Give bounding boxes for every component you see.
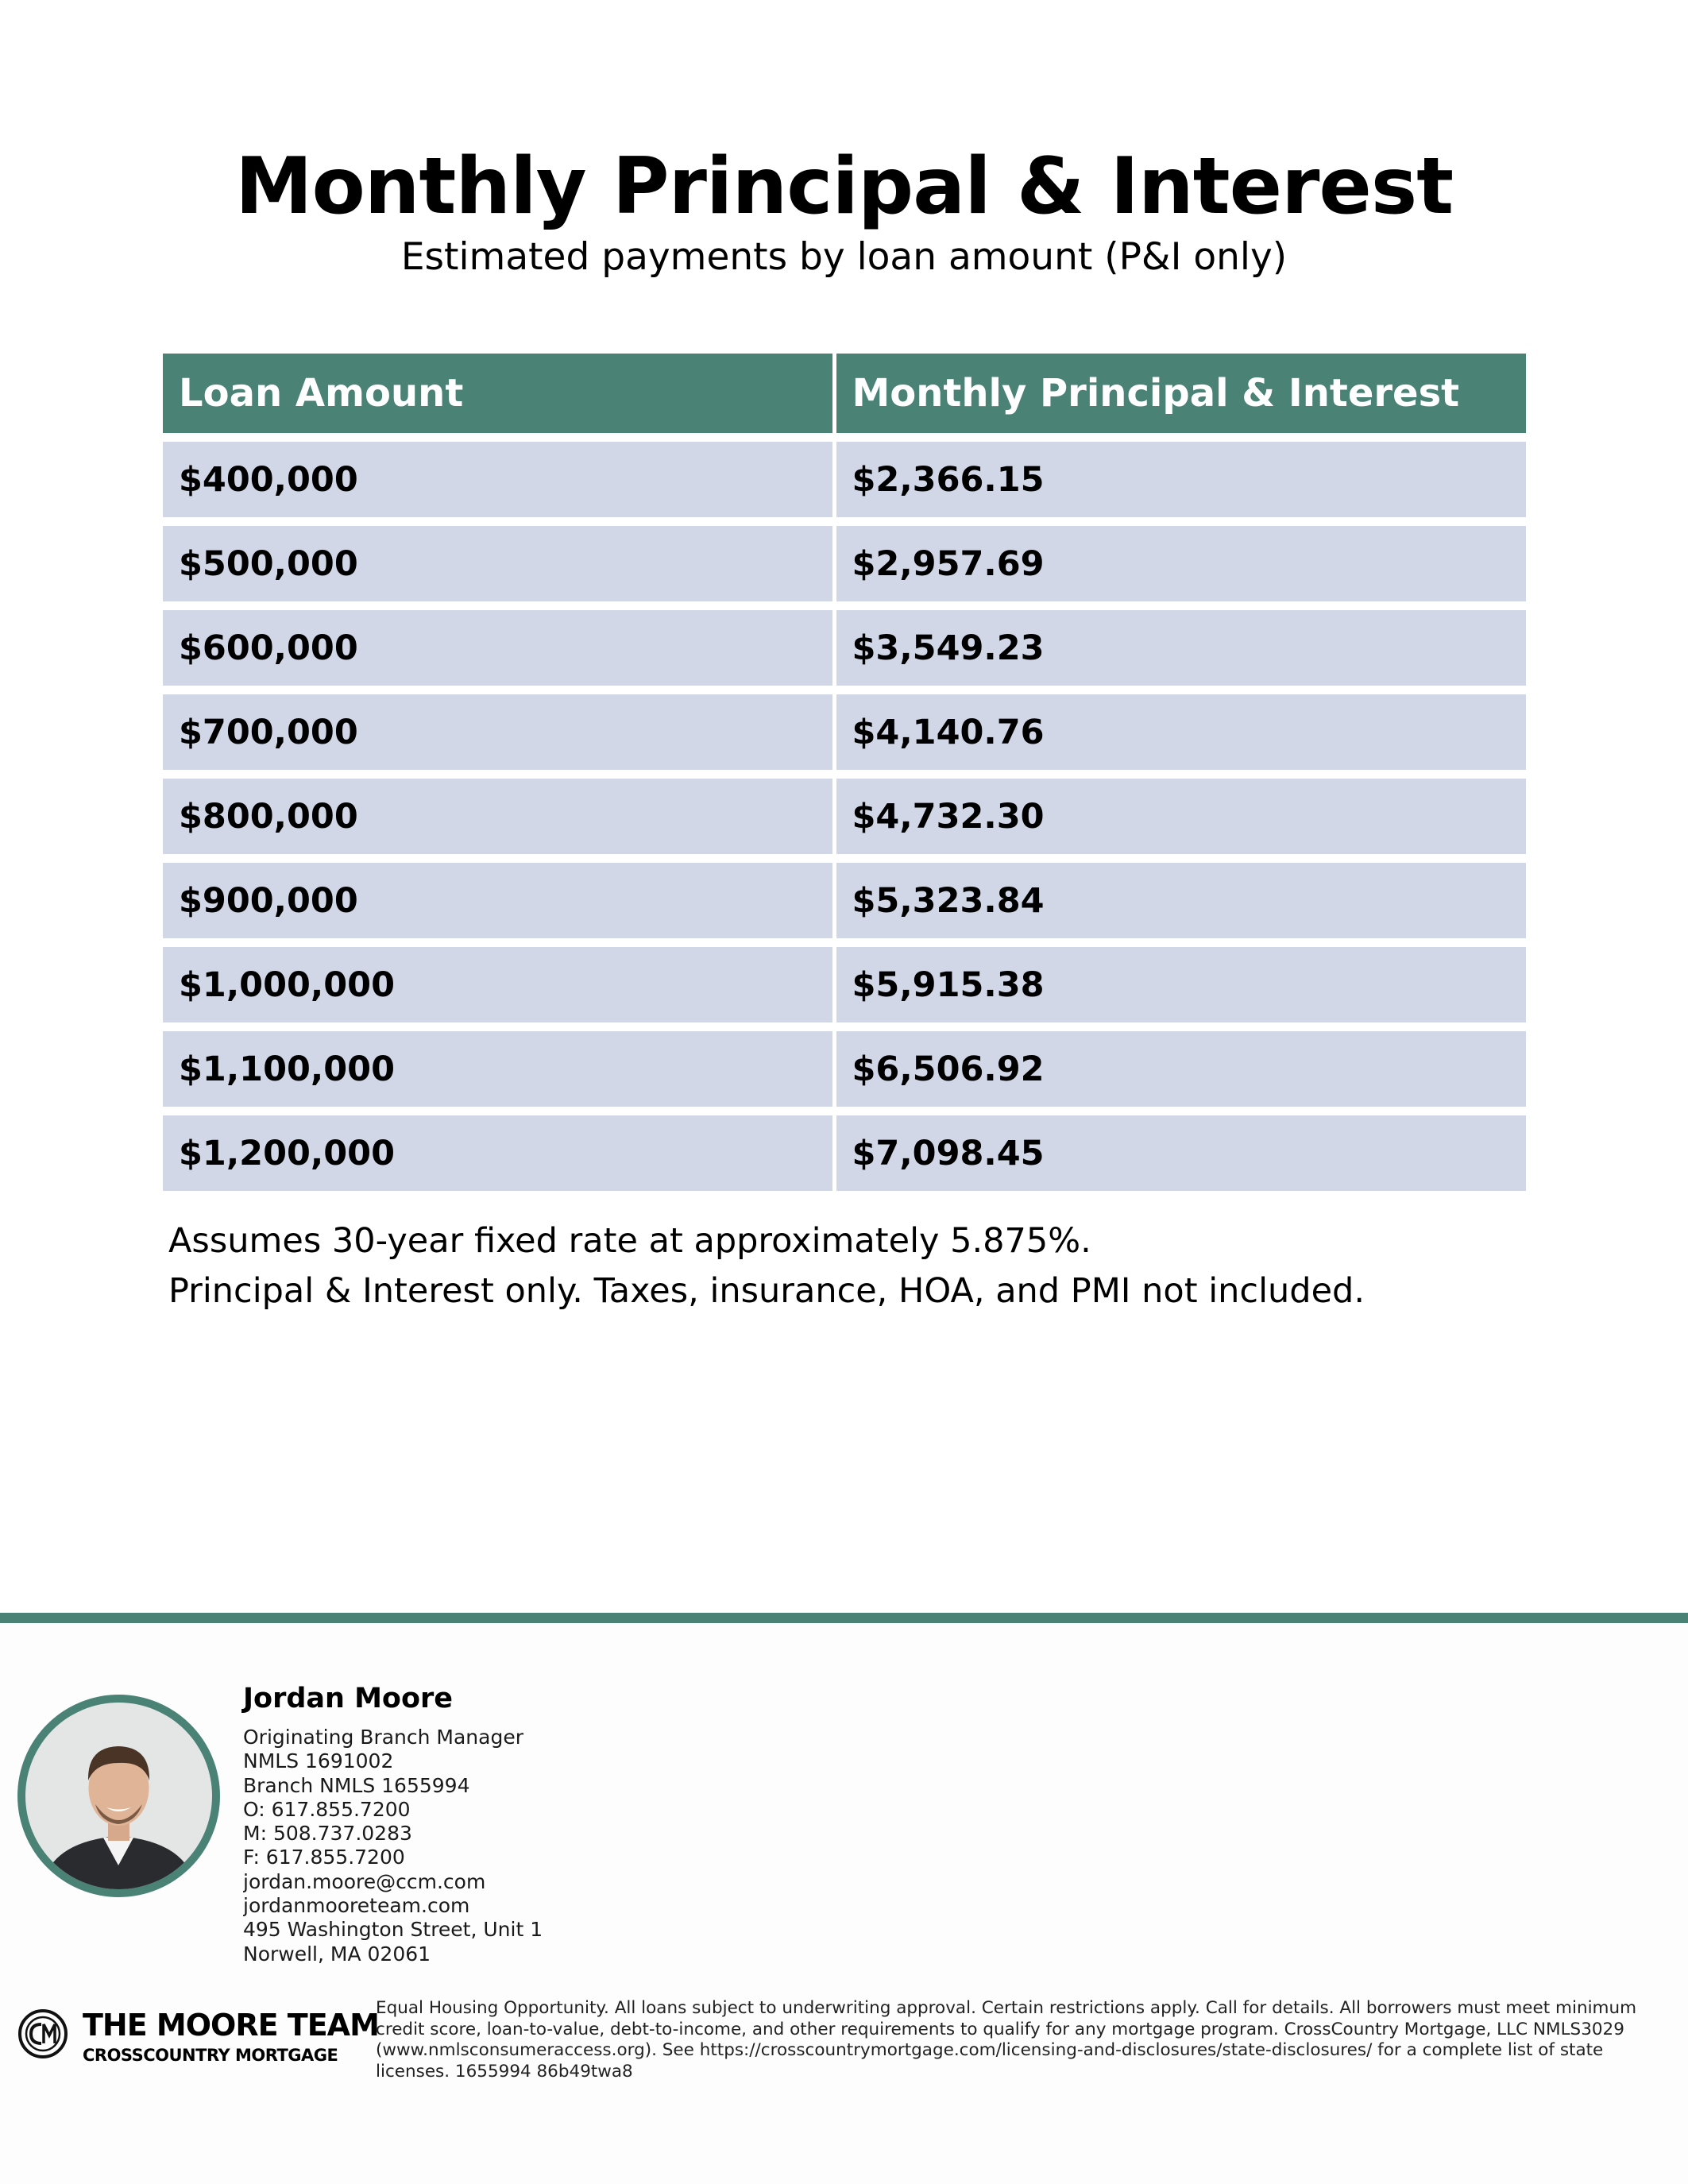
table-body (163, 438, 1526, 1192)
avatar (17, 1695, 220, 1897)
agent-email: jordan.moore@ccm.com (243, 1869, 486, 1893)
crosscountry-logo-icon (17, 2008, 68, 2059)
monthly-payment-cell: $5,323.84 (834, 859, 1526, 943)
street-address: 495 Washington Street, Unit 1 (243, 1918, 543, 1942)
fax-number: F: 617.855.7200 (243, 1846, 405, 1869)
monthly-payment-cell: $7,098.45 (834, 1111, 1526, 1192)
loan-amount-cell: $1,000,000 (163, 943, 834, 1027)
table-row (163, 1111, 1526, 1192)
table-row (163, 859, 1526, 943)
page-title: Monthly Principal & Interest (234, 141, 1454, 232)
page-subtitle: Estimated payments by loan amount (P&I only) (400, 235, 1288, 279)
company-logo-text: CROSSCOUNTRY MORTGAGE (83, 2046, 338, 2065)
loan-amount-cell: $400,000 (163, 438, 834, 522)
payment-table (163, 354, 1526, 1191)
table-header-row (163, 354, 1526, 438)
loan-amount-cell: $600,000 (163, 606, 834, 690)
assumption-note: Assumes 30-year fixed rate at approximately 5.875%. (168, 1221, 1091, 1261)
city-state-zip: Norwell, MA 02061 (243, 1942, 431, 1964)
agent-nmls: NMLS 1691002 (243, 1749, 394, 1773)
mobile-phone: M: 508.737.0283 (243, 1822, 412, 1846)
loan-amount-cell: $700,000 (163, 690, 834, 775)
table-row (163, 943, 1526, 1027)
column-header-monthly-payment: Monthly Principal & Interest (834, 354, 1526, 438)
monthly-payment-cell: $4,732.30 (834, 775, 1526, 859)
monthly-payment-cell: $2,957.69 (834, 522, 1526, 606)
loan-amount-cell: $800,000 (163, 775, 834, 859)
footer-divider (0, 1613, 1688, 1623)
table-row (163, 775, 1526, 859)
monthly-payment-cell: $2,366.15 (834, 438, 1526, 522)
table-row (163, 522, 1526, 606)
loan-amount-cell: $1,100,000 (163, 1027, 834, 1111)
agent-title: Originating Branch Manager (243, 1726, 524, 1749)
agent-website: jordanmooreteam.com (243, 1894, 470, 1918)
exclusion-note: Principal & Interest only. Taxes, insurance, HOA, and PMI not included. (168, 1271, 1365, 1311)
loan-amount-cell: $900,000 (163, 859, 834, 943)
table-row (163, 606, 1526, 690)
agent-portrait-icon (25, 1703, 212, 1889)
monthly-payment-cell: $3,549.23 (834, 606, 1526, 690)
monthly-payment-cell: $4,140.76 (834, 690, 1526, 775)
legal-disclaimer: Equal Housing Opportunity. All loans subject to underwriting approval. Certain restrictions apply. Call for details. All borrowers must meet minimum credit score, loan-to-value, debt-to-income, and other requirements to qualify for any mortgage program. CrossCountry Mortgage, LLC NMLS3029 (www.nmlsconsumeraccess.org). See https://crosscountrymortgage.com/licensing-and-disclosures/state-disclosures/ for a complete list of state licenses. 1655994 86b49twa8 (376, 1998, 1637, 2082)
table-row (163, 438, 1526, 522)
branch-nmls: Branch NMLS 1655994 (243, 1773, 470, 1797)
agent-name: Jordan Moore (243, 1683, 454, 1714)
column-header-loan-amount: Loan Amount (163, 354, 834, 438)
table-row (163, 690, 1526, 775)
office-phone: O: 617.855.7200 (243, 1797, 411, 1821)
monthly-payment-cell: $6,506.92 (834, 1027, 1526, 1111)
agent-contact-details (243, 1726, 720, 1964)
loan-amount-cell: $1,200,000 (163, 1111, 834, 1192)
table-row (163, 1027, 1526, 1111)
loan-amount-cell: $500,000 (163, 522, 834, 606)
monthly-payment-cell: $5,915.38 (834, 943, 1526, 1027)
team-logo-text: THE MOORE TEAM (83, 2008, 379, 2043)
